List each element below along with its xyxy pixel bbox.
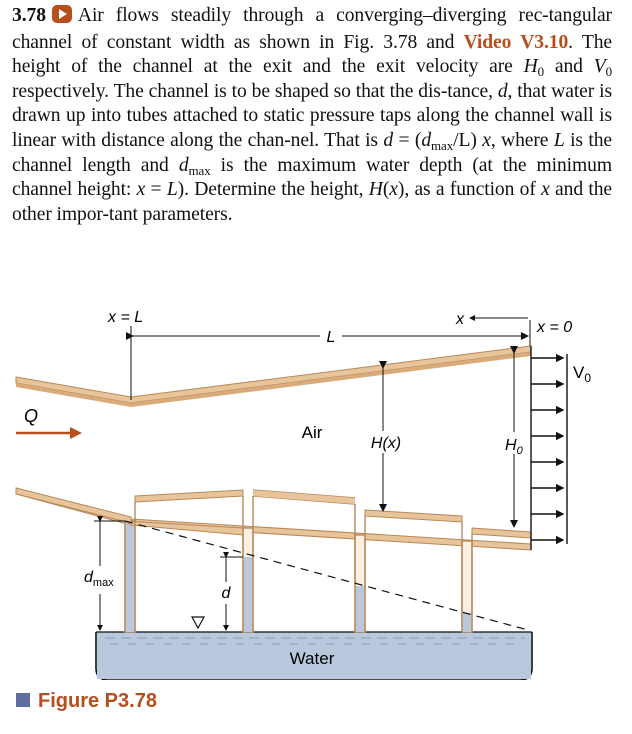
problem-text: 3.78 Air flows steadily through a converging–diverging rec-tangular channel of constant width as shown in Fig. 3.78 and Video V3.10. The height of the channel at the exit and the exit velocity are $H_0$ and $V_0$ respectively. The channel is to be shaped so that the dis-tance, d, that water is drawn up into tubes attached to static pressure taps along the channel wall is linear with distance along the chan-nel. That is $d = (d_{max}/L)$ x, where L is the channel length and $d_{max}$ is the maximum water depth (at the minimum channel height: x = L). Determine the height, H(x), as a function of x and the other impor-tant parameters. <box>12 5 613 225</box>
problem-number: 3.78 <box>12 5 46 26</box>
label-dmax: $d_{max}$ <box>84 569 114 589</box>
water-surface-symbol <box>192 617 204 628</box>
video-reference-link[interactable]: Video V3.10 <box>463 31 569 53</box>
channel-diagram <box>0 290 632 680</box>
label-x-equals-L: x = L <box>108 309 144 326</box>
upper-channel-wall <box>16 346 531 403</box>
label-x-arrow: x <box>456 311 464 328</box>
label-water: Water <box>289 649 335 668</box>
label-air: Air <box>301 423 323 442</box>
video-play-icon[interactable] <box>52 5 72 31</box>
label-Hx: H(x) <box>370 435 402 452</box>
label-d: d <box>221 585 231 602</box>
velocity-profile-arrows <box>531 358 563 540</box>
figure-channel-diagram <box>0 290 632 685</box>
figure-caption-text: Figure P3.78 <box>38 690 157 712</box>
figure-caption <box>16 690 157 713</box>
label-V0: $V_0$ <box>573 363 592 385</box>
label-H0: $H_0$ <box>505 437 523 457</box>
label-Q: Q <box>24 406 39 426</box>
label-L: L <box>326 329 336 346</box>
label-x-equals-0: x = 0 <box>537 319 573 336</box>
caption-square-icon <box>16 693 30 707</box>
